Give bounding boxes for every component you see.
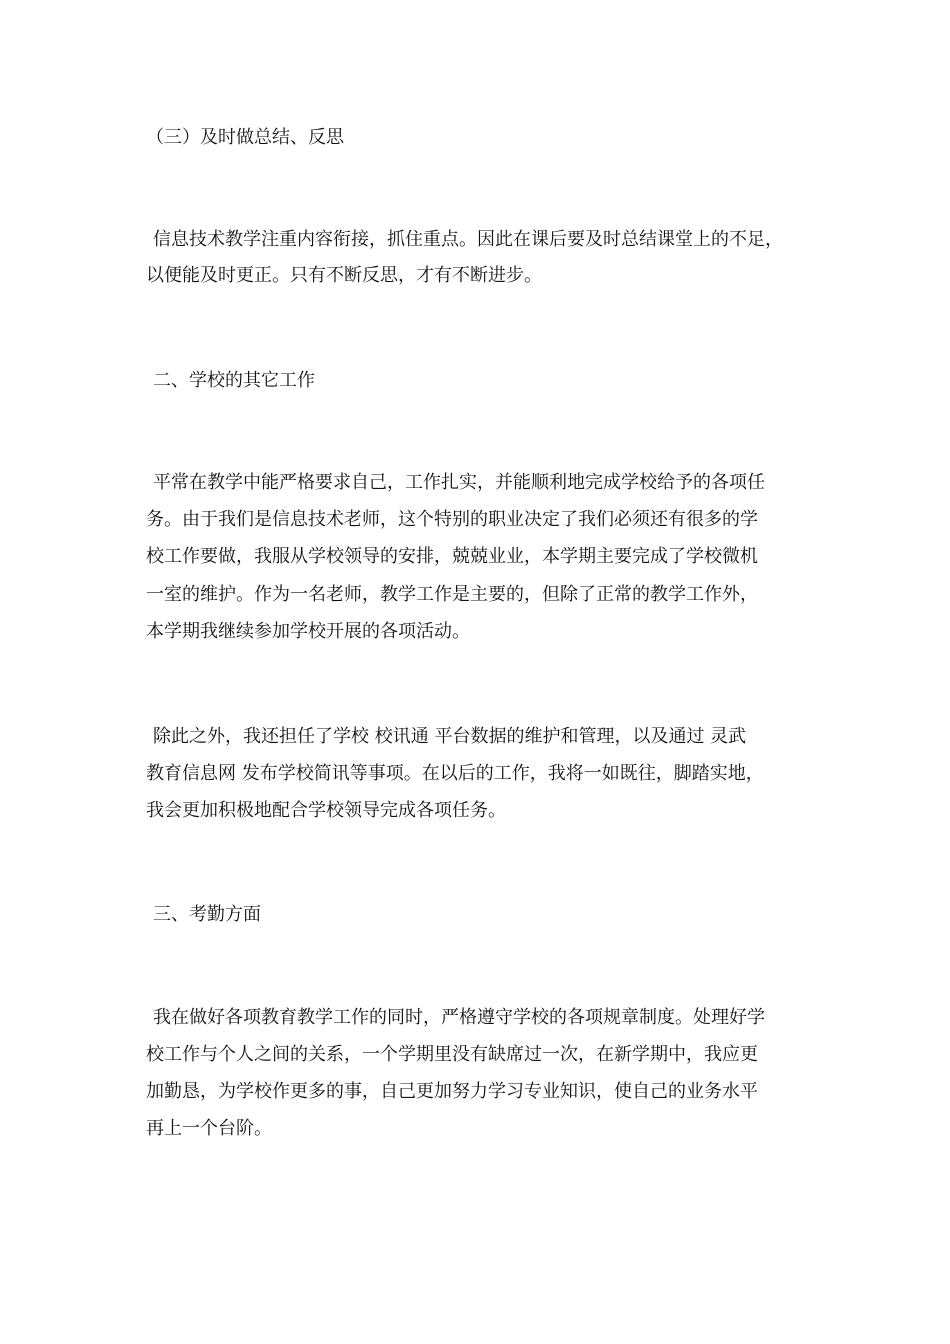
paragraph-line: 加勤恳，为学校作更多的事，自己更加努力学习专业知识，使自己的业务水平	[146, 1081, 758, 1102]
section-heading-reflection: （三）及时做总结、反思	[146, 127, 344, 148]
paragraph-line: 校工作与个人之间的关系，一个学期里没有缺席过一次，在新学期中，我应更	[146, 1044, 758, 1065]
paragraph-line: 除此之外，我还担任了学校 校讯通 平台数据的维护和管理，以及通过 灵武	[153, 726, 747, 747]
paragraph-line: 再上一个台阶。	[146, 1118, 272, 1139]
paragraph-line: 我会更加积极地配合学校领导完成各项任务。	[146, 800, 506, 821]
section-heading-attendance: 三、考勤方面	[153, 904, 261, 925]
paragraph-line: 务。由于我们是信息技术老师，这个特别的职业决定了我们必须还有很多的学	[146, 509, 758, 530]
paragraph-line: 以便能及时更正。只有不断反思，才有不断进步。	[146, 265, 542, 286]
paragraph-line: 一室的维护。作为一名老师，教学工作是主要的，但除了正常的教学工作外，	[146, 584, 758, 605]
paragraph-line: 教育信息网 发布学校简讯等事项。在以后的工作，我将一如既往，脚踏实地，	[146, 763, 764, 784]
paragraph-line: 平常在教学中能严格要求自己，工作扎实，并能顺利地完成学校给予的各项任	[153, 472, 765, 493]
paragraph-line: 校工作要做，我服从学校领导的安排，兢兢业业，本学期主要完成了学校微机	[146, 546, 758, 567]
section-heading-other-work: 二、学校的其它工作	[153, 370, 315, 391]
paragraph-line: 本学期我继续参加学校开展的各项活动。	[146, 621, 470, 642]
paragraph-line: 信息技术教学注重内容衔接，抓住重点。因此在课后要及时总结课堂上的不足，	[153, 229, 783, 250]
paragraph-line: 我在做好各项教育教学工作的同时，严格遵守学校的各项规章制度。处理好学	[153, 1007, 765, 1028]
